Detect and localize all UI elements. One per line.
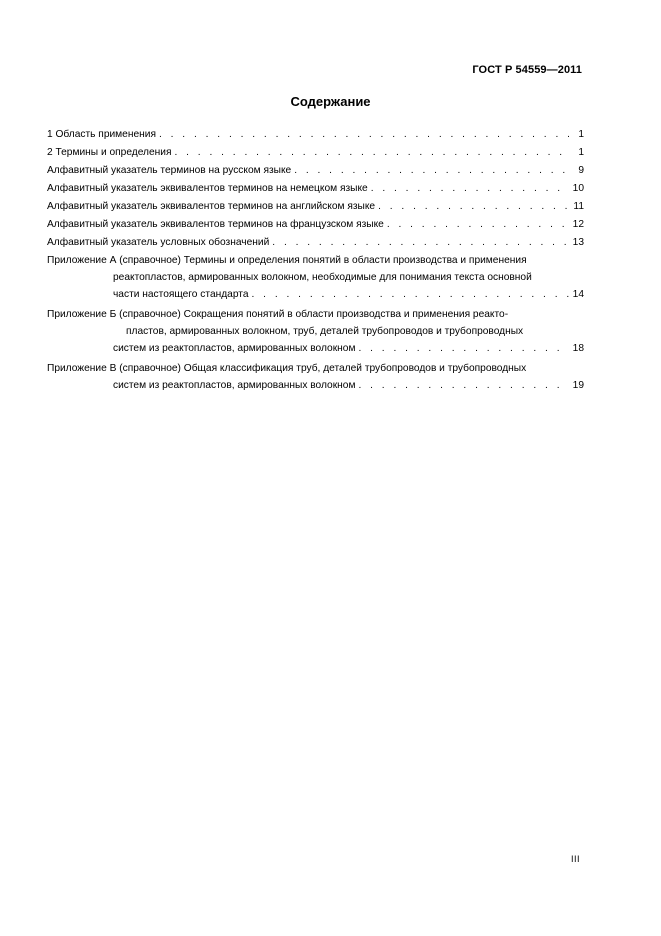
toc-entry[interactable]: [47, 126, 584, 144]
toc-entry-text: реактопластов, армированных волокном, необходимые для понимания текста основной: [113, 272, 532, 283]
toc-entry-text: Алфавитный указатель терминов на русском языке: [47, 165, 292, 176]
toc-entry-text: Алфавитный указатель эквивалентов терминов на немецком языке: [47, 183, 368, 194]
toc-entry-page: 19: [572, 380, 584, 391]
toc-entry-text: Приложение А (справочное) Термины и определения понятий в области производства и применения: [47, 255, 527, 266]
toc-entry-text: Алфавитный указатель эквивалентов терминов на французском языке: [47, 219, 384, 230]
toc-leader: [371, 180, 569, 198]
toc-leader: [252, 286, 569, 303]
toc-entry-page: 1: [578, 147, 584, 158]
toc-entry[interactable]: [47, 180, 584, 198]
toc-entry-page: 18: [572, 343, 584, 354]
table-of-contents: [47, 126, 584, 394]
toc-entry[interactable]: [47, 162, 584, 180]
toc-leader: [358, 377, 569, 394]
toc-entry[interactable]: [47, 198, 584, 216]
page-title: Содержание: [290, 94, 371, 109]
toc-leader: [272, 234, 569, 252]
document-code: ГОСТ Р 54559—2011: [472, 64, 582, 76]
toc-entry-text: Алфавитный указатель условных обозначений: [47, 237, 270, 248]
toc-entry-page: 14: [572, 289, 584, 300]
toc-entry-page: 13: [572, 237, 584, 248]
toc-entry-text: систем из реактопластов, армированных волокном: [113, 380, 356, 391]
toc-entry-text: пластов, армированных волокном, труб, деталей трубопроводов и трубопроводных: [126, 326, 524, 337]
toc-entry-text: Приложение В (справочное) Общая классификация труб, деталей трубопроводов и трубопроводных: [47, 363, 527, 374]
toc-leader: [159, 126, 569, 144]
toc-entry-text: систем из реактопластов, армированных волокном: [113, 343, 356, 354]
toc-entry-appendix-a[interactable]: [47, 252, 584, 303]
toc-leader: [358, 340, 569, 357]
toc-entry-page: 11: [573, 201, 584, 212]
toc-entry-page: 9: [578, 165, 584, 176]
toc-entry[interactable]: [47, 234, 584, 252]
toc-leader: [387, 216, 569, 234]
page-number: III: [570, 854, 580, 864]
toc-entry-page: 12: [572, 219, 584, 230]
toc-entry-appendix-b[interactable]: [47, 306, 584, 357]
toc-entry-text: части настоящего стандарта: [113, 289, 249, 300]
toc-entry-page: 10: [572, 183, 584, 194]
toc-entry-text: 2 Термины и определения: [47, 147, 172, 158]
toc-leader: [174, 144, 569, 162]
toc-entry-text: 1 Область применения: [47, 129, 156, 140]
toc-entry-page: 1: [578, 129, 584, 140]
toc-leader: [294, 162, 569, 180]
toc-entry-text: Приложение Б (справочное) Сокращения понятий в области производства и применения реакто-: [47, 309, 509, 320]
toc-entry[interactable]: [47, 144, 584, 162]
toc-entry-text: Алфавитный указатель эквивалентов терминов на английском языке: [47, 201, 376, 212]
toc-leader: [378, 198, 569, 216]
toc-entry[interactable]: [47, 216, 584, 234]
toc-entry-appendix-c[interactable]: [47, 360, 584, 394]
